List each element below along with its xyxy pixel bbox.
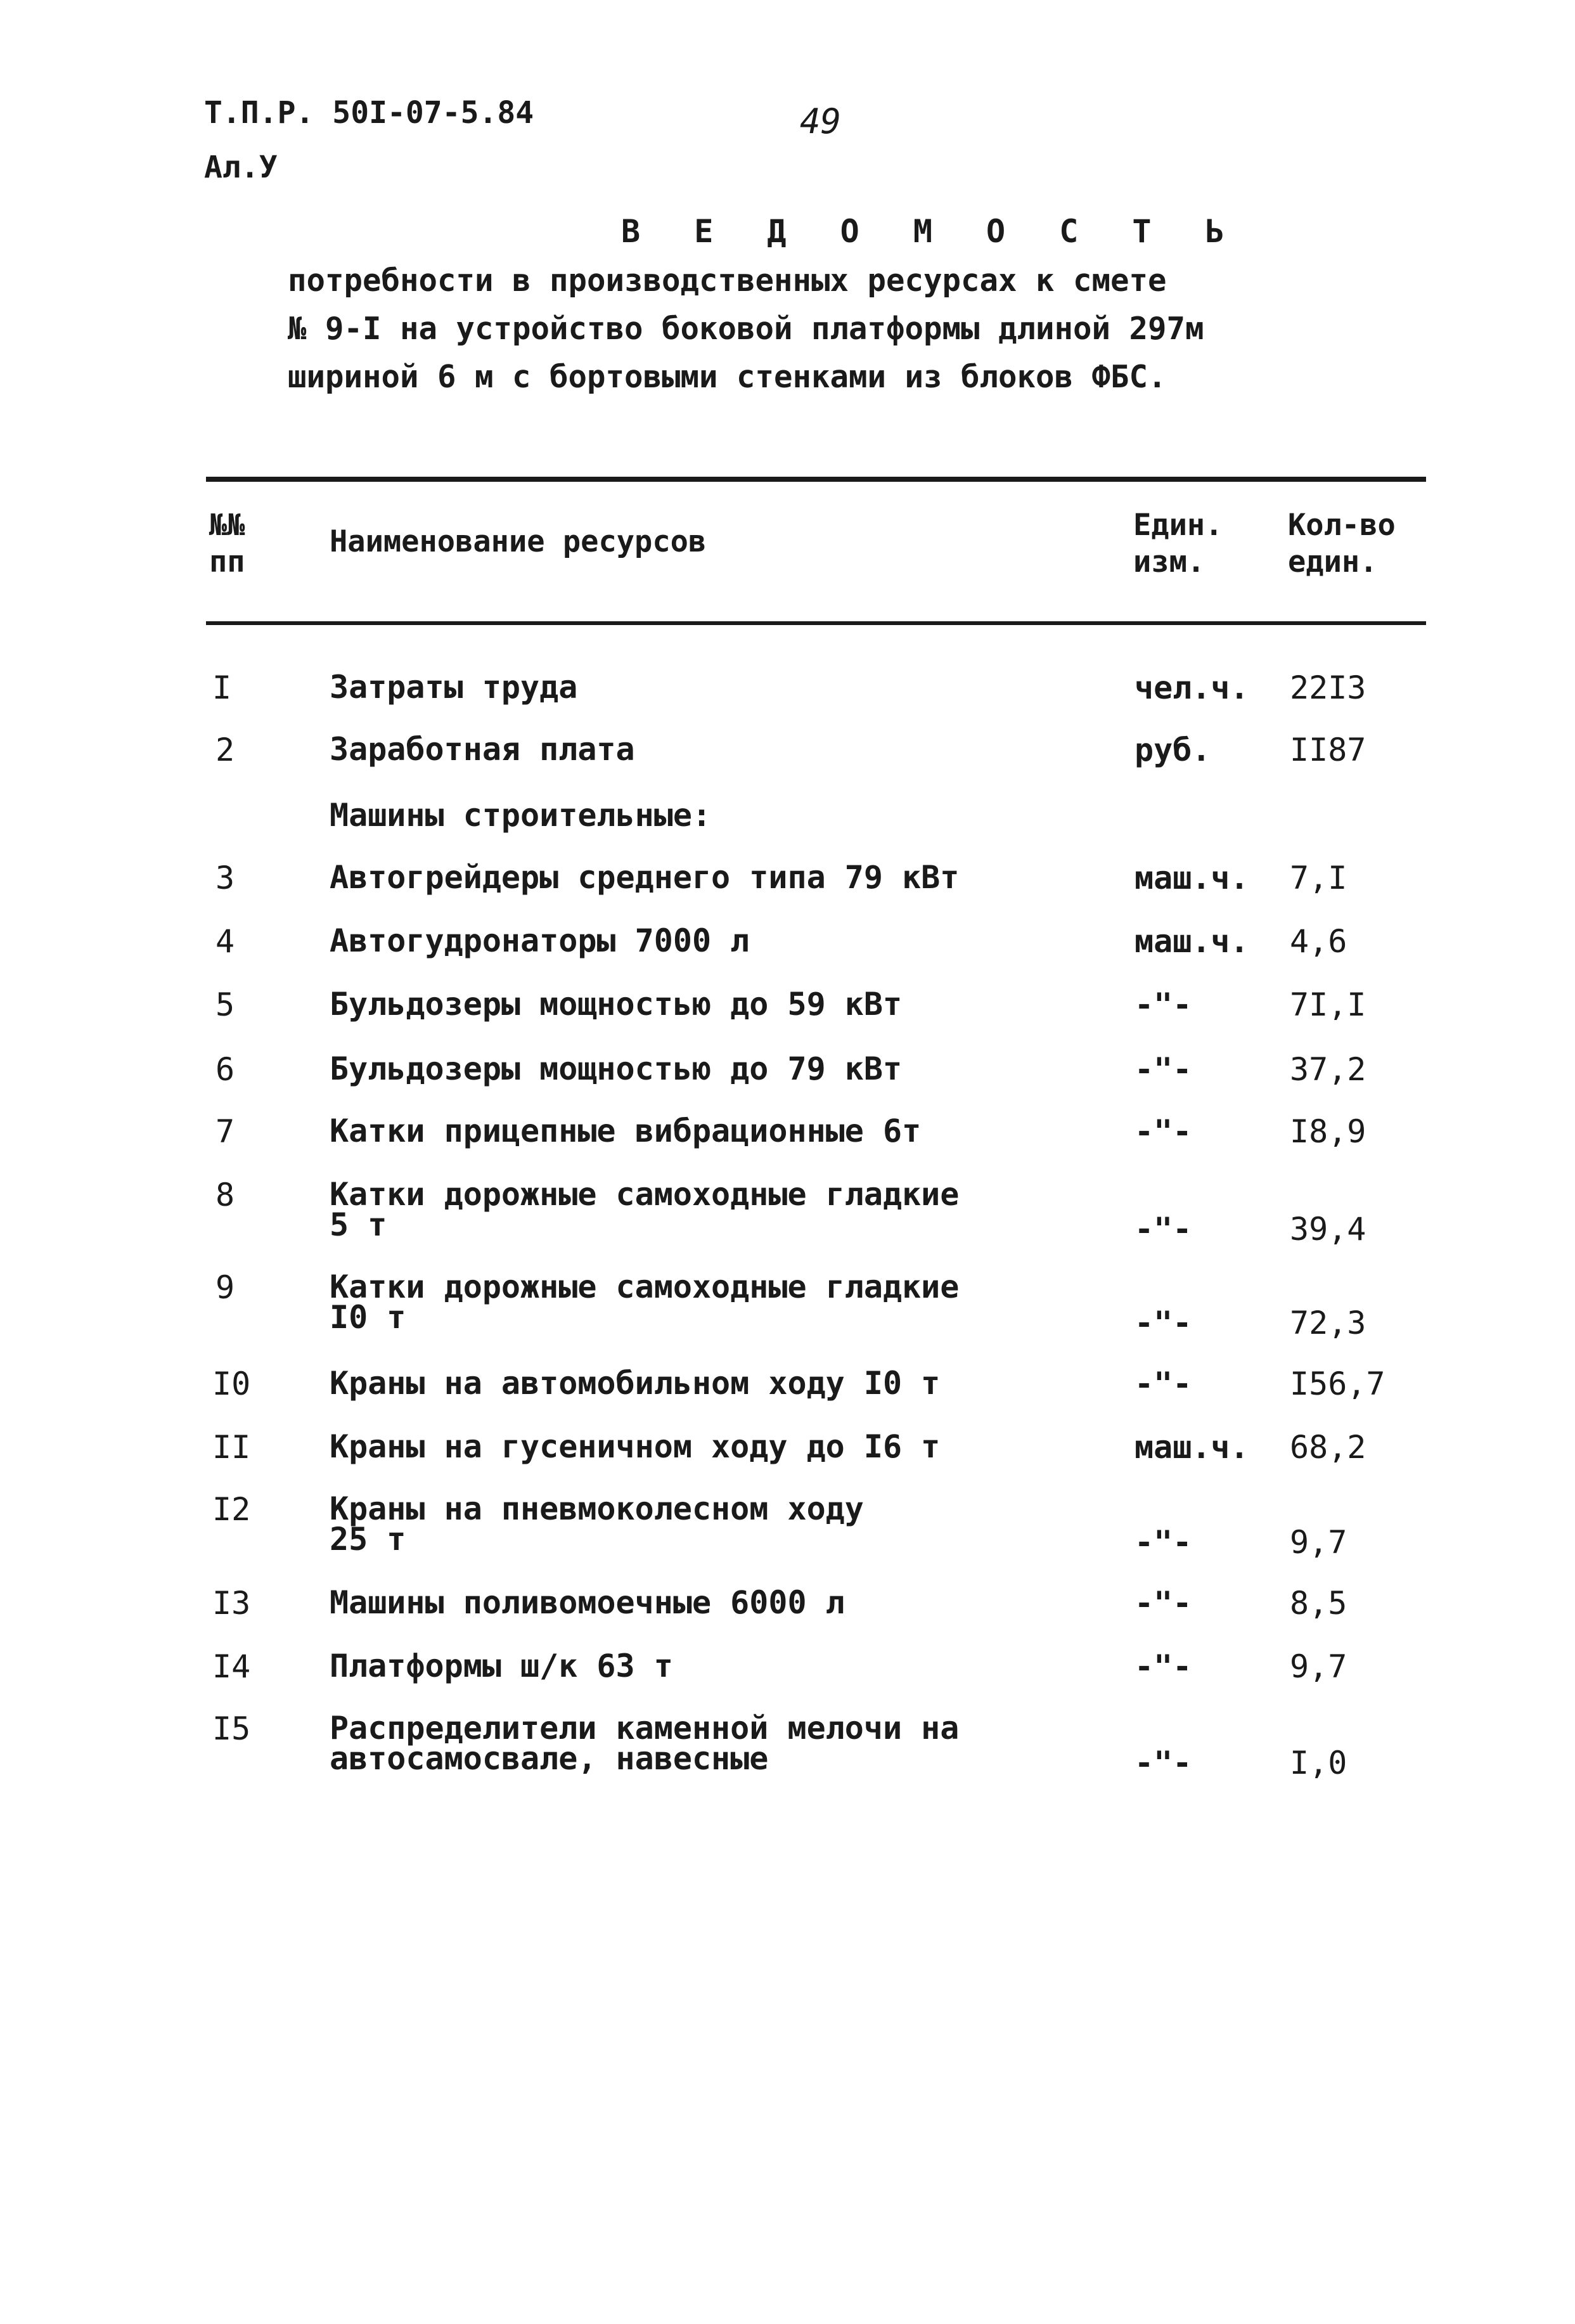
row-resource-name: Затраты труда xyxy=(330,669,578,706)
row-resource-name: Краны на автомобильном ходу I0 т xyxy=(330,1365,941,1402)
row-quantity: I,0 xyxy=(1290,1745,1347,1781)
row-number: 4 xyxy=(215,923,235,960)
row-number: I5 xyxy=(212,1710,251,1747)
row-quantity: I8,9 xyxy=(1290,1113,1366,1150)
row-number: I3 xyxy=(212,1585,251,1622)
row-resource-name: Автогудронаторы 7000 л xyxy=(330,922,750,959)
row-number: 9 xyxy=(215,1269,235,1306)
column-header-unit: Един. изм. xyxy=(1133,508,1223,579)
row-resource-name: Краны на пневмоколесном ходу 25 т xyxy=(330,1490,864,1558)
row-resource-name: Краны на гусеничном ходу до I6 т xyxy=(330,1428,941,1465)
row-quantity: I56,7 xyxy=(1290,1365,1385,1402)
row-resource-name: Катки прицепные вибрационные 6т xyxy=(330,1113,922,1149)
row-resource-name: Катки дорожные самоходные гладкие 5 т xyxy=(330,1176,960,1243)
row-unit: -"- xyxy=(1135,1648,1192,1685)
row-quantity: 37,2 xyxy=(1290,1051,1366,1088)
row-unit: маш.ч. xyxy=(1135,923,1249,960)
row-unit: маш.ч. xyxy=(1135,860,1249,896)
column-header-name: Наименование ресурсов xyxy=(330,524,707,559)
row-quantity: 68,2 xyxy=(1290,1429,1366,1466)
row-quantity: 8,5 xyxy=(1290,1585,1347,1622)
row-resource-name: Катки дорожные самоходные гладкие I0 т xyxy=(330,1269,960,1336)
row-quantity: 9,7 xyxy=(1290,1524,1347,1561)
row-quantity: 39,4 xyxy=(1290,1211,1366,1248)
row-number: 3 xyxy=(215,860,235,896)
row-unit: маш.ч. xyxy=(1135,1429,1249,1466)
row-number: 7 xyxy=(215,1113,235,1150)
row-unit: -"- xyxy=(1135,1113,1192,1150)
row-resource-name: Распределители каменной мелочи на автосамосвале, навесные xyxy=(330,1710,960,1777)
row-quantity: 7I,I xyxy=(1290,986,1366,1023)
row-quantity: II87 xyxy=(1290,732,1366,768)
row-quantity: 22I3 xyxy=(1290,669,1366,706)
row-quantity: 4,6 xyxy=(1290,923,1347,960)
row-number: I4 xyxy=(212,1648,251,1685)
document-code: Т.П.Р. 50I-07-5.84 xyxy=(204,95,534,131)
row-unit: руб. xyxy=(1135,732,1211,768)
row-number: 6 xyxy=(215,1051,235,1088)
row-quantity: 7,I xyxy=(1290,860,1347,896)
row-resource-name: Бульдозеры мощностью до 79 кВт xyxy=(330,1050,903,1087)
row-number: II xyxy=(212,1429,251,1466)
column-header-quantity: Кол-во един. xyxy=(1288,508,1396,579)
table-top-rule xyxy=(206,477,1426,482)
row-unit: -"- xyxy=(1135,1051,1192,1088)
document-subtitle: потребности в производственных ресурсах к смете № 9-I на устройство боковой платформы длиной 297м шириной 6 м с бортовыми стенками из блоков ФБС. xyxy=(288,262,1204,395)
row-number: I0 xyxy=(212,1365,251,1402)
row-unit: чел.ч. xyxy=(1135,669,1249,706)
row-unit: -"- xyxy=(1135,1745,1192,1781)
row-resource-name: Автогрейдеры среднего типа 79 кВт xyxy=(330,859,960,896)
row-resource-name: Бульдозеры мощностью до 59 кВт xyxy=(330,986,903,1023)
section-heading: Машины строительные: xyxy=(330,797,712,834)
row-number: I xyxy=(212,669,232,706)
row-resource-name: Заработная плата xyxy=(330,731,635,768)
row-resource-name: Платформы ш/к 63 т xyxy=(330,1648,673,1684)
row-unit: -"- xyxy=(1135,1524,1192,1561)
album-label: Ал.У xyxy=(204,150,278,185)
document-title: В Е Д О М О С Т Ь xyxy=(621,213,1242,250)
row-quantity: 9,7 xyxy=(1290,1648,1347,1685)
row-unit: -"- xyxy=(1135,1211,1192,1248)
page-number: 49 xyxy=(800,101,842,141)
row-unit: -"- xyxy=(1135,1305,1192,1341)
row-number: 2 xyxy=(215,732,235,768)
row-quantity: 72,3 xyxy=(1290,1305,1366,1341)
row-number: 5 xyxy=(215,986,235,1023)
row-number: 8 xyxy=(215,1177,235,1213)
row-unit: -"- xyxy=(1135,1585,1192,1622)
row-unit: -"- xyxy=(1135,986,1192,1023)
table-header-rule xyxy=(206,621,1426,625)
row-number: I2 xyxy=(212,1491,251,1528)
column-header-number: №№ пп xyxy=(209,508,245,579)
row-resource-name: Машины поливомоечные 6000 л xyxy=(330,1584,845,1621)
row-unit: -"- xyxy=(1135,1365,1192,1402)
